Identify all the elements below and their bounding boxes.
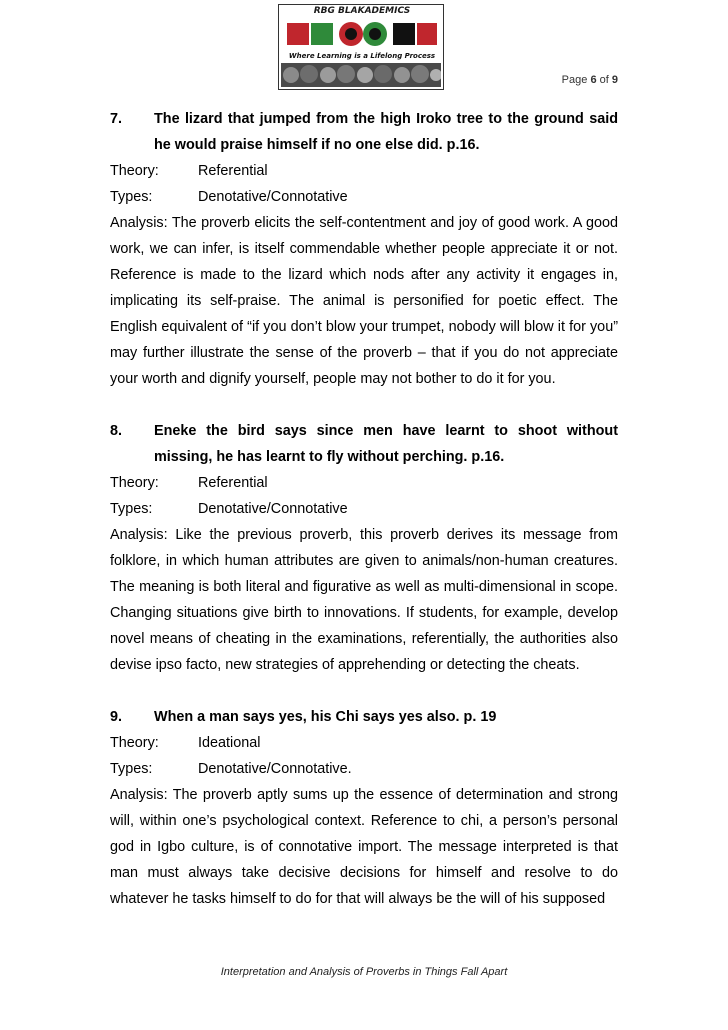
analysis-paragraph: Analysis: Like the previous proverb, this proverb derives its message from folklore, in which human attributes are given to animals/non-human creatures. The meaning is both literal and figurative as well as multi-dimensional in scope. Changing situations give birth to innovations. If students, for example, develop novel means of cheating in the examinations, referentially, the authorities also devise ipso facto, new strategies of apprehending or detecting the cheats.: [110, 527, 618, 673]
types-row: [110, 184, 618, 210]
proverb-text: The lizard that jumped from the high Iroko tree to the ground said he would praise himself if no one else did. p.16.: [154, 111, 618, 153]
page-number: [562, 74, 618, 86]
proverb-text: When a man says yes, his Chi says yes also. p. 19: [154, 709, 497, 725]
types-value: Denotative/Connotative: [198, 501, 348, 517]
page-of: of: [599, 74, 609, 86]
proverb-entry: [110, 418, 618, 678]
theory-label: Theory:: [110, 163, 159, 179]
analysis-paragraph: Analysis: The proverb elicits the self-contentment and joy of good work. A good work, we can infer, is itself commendable whether people appreciate it or not. Reference is made to the lizard which nods after any activity it engages in, implicating its self-praise. The animal is personified for poetic effect. The English equivalent of “if you don’t blow your trumpet, nobody will blow it for you” may further illustrate the sense of the proverb – that if you do not appreciate your worth and dignify yourself, people may not bother to do it for you.: [110, 215, 618, 387]
page-footer: Interpretation and Analysis of Proverbs in Things Fall Apart: [220, 966, 508, 978]
proverb-heading: [110, 418, 618, 470]
proverb-heading: [110, 106, 618, 158]
types-row: [110, 496, 618, 522]
proverb-number: 9.: [110, 709, 123, 725]
theory-label: Theory:: [110, 475, 159, 491]
page-current: 6: [590, 74, 597, 86]
theory-row: [110, 730, 618, 756]
proverb-entry: [110, 106, 618, 392]
theory-row: [110, 470, 618, 496]
entry-spacer: [110, 678, 618, 704]
proverb-entry: [110, 704, 618, 912]
entry-spacer: [110, 392, 618, 418]
types-label: Types:: [110, 189, 153, 205]
page-label: Page: [561, 74, 588, 86]
types-value: Denotative/Connotative: [198, 189, 348, 205]
types-label: Types:: [110, 501, 153, 517]
types-row: [110, 756, 618, 782]
theory-value: Ideational: [198, 735, 261, 751]
analysis-paragraph: Analysis: The proverb aptly sums up the essence of determination and strong will, within one’s psychological context. Reference to chi, a person’s personal god in Igbo culture, is of connotative import. The message interpreted is that man must always take decisive decisions for himself and resolve to do whatever he tasks himself to do for that will always be the will of his supposed: [110, 787, 618, 907]
document-body: [110, 106, 618, 912]
theory-row: [110, 158, 618, 184]
logo-emblem: [279, 19, 444, 49]
theory-value: Referential: [198, 475, 268, 491]
proverb-text: Eneke the bird says since men have learnt to shoot without missing, he has learnt to fly without perching. p.16.: [154, 423, 618, 465]
theory-label: Theory:: [110, 735, 159, 751]
proverb-heading: [110, 704, 618, 730]
page-total: 9: [611, 74, 618, 86]
types-label: Types:: [110, 761, 153, 777]
publisher-logo: [278, 4, 444, 90]
logo-tagline: Where Learning is a Lifelong Process: [288, 52, 436, 60]
proverb-number: 7.: [110, 111, 123, 127]
proverb-number: 8.: [110, 423, 123, 439]
theory-value: Referential: [198, 163, 268, 179]
types-value: Denotative/Connotative.: [198, 761, 352, 777]
logo-portrait-strip: [281, 63, 441, 87]
logo-title: RBG BLAKADEMICS: [313, 6, 411, 16]
